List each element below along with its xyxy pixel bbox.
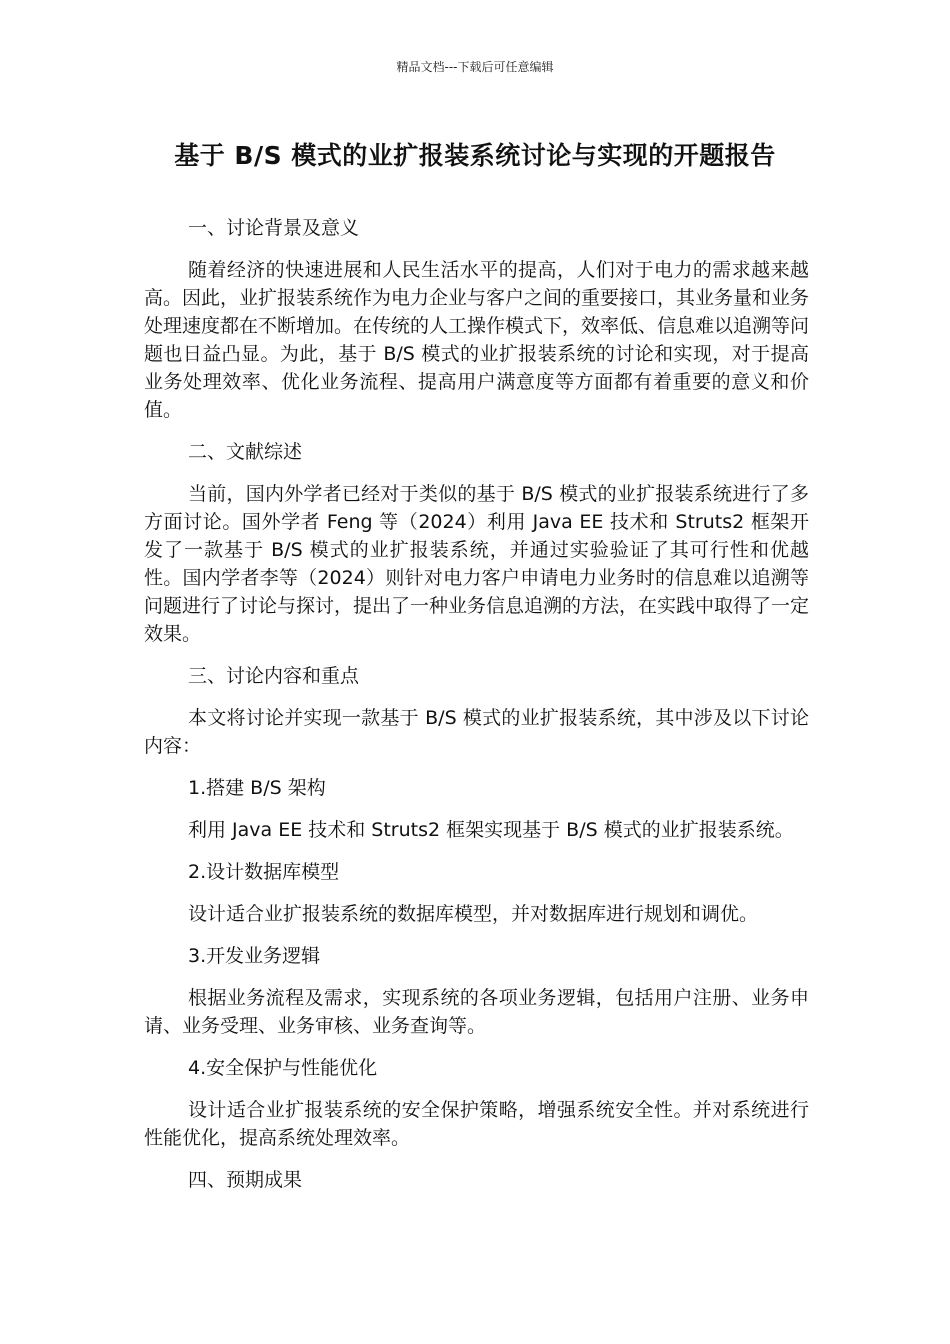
paragraph-security: 设计适合业扩报装系统的安全保护策略，增强系统安全性。并对系统进行性能优化，提高系统处理效率。 [144, 1099, 809, 1149]
paragraph-content-intro: 本文将讨论并实现一款基于 B/S 模式的业扩报装系统，其中涉及以下讨论内容： [144, 707, 809, 757]
document-body [144, 214, 809, 1208]
subheading-architecture: 1.搭建 B/S 架构 [188, 777, 326, 799]
document-title: 基于 B/S 模式的业扩报装系统讨论与实现的开题报告 [174, 141, 776, 170]
paragraph-architecture: 利用 Java EE 技术和 Struts2 框架实现基于 B/S 模式的业扩报装系统。 [188, 819, 794, 841]
subheading-database: 2.设计数据库模型 [188, 861, 340, 883]
section-heading-background: 一、讨论背景及意义 [188, 217, 360, 239]
subheading-business-logic: 3.开发业务逻辑 [188, 945, 321, 967]
header-note: 精品文档---下载后可任意编辑 [396, 60, 554, 74]
paragraph-literature: 当前，国内外学者已经对于类似的基于 B/S 模式的业扩报装系统进行了多方面讨论。国外学者 Feng 等（2024）利用 Java EE 技术和 Struts2 框架开发了一款基于 B/S 模式的业扩报装系统，并通过实验验证了其可行性和优越性。国内学者李等（2024）则针对电力客户申请电力业务时的信息难以追溯等问题进行了讨论与探讨，提出了一种业务信息追溯的方法，在实践中取得了一定效果。 [144, 483, 810, 645]
section-heading-content: 三、讨论内容和重点 [188, 665, 360, 687]
subheading-security: 4.安全保护与性能优化 [188, 1057, 378, 1079]
paragraph-business-logic: 根据业务流程及需求，实现系统的各项业务逻辑，包括用户注册、业务申请、业务受理、业务审核、业务查询等。 [144, 987, 809, 1037]
section-heading-literature: 二、文献综述 [188, 441, 303, 463]
paragraph-background: 随着经济的快速进展和人民生活水平的提高，人们对于电力的需求越来越高。因此，业扩报装系统作为电力企业与客户之间的重要接口，其业务量和业务处理速度都在不断增加。在传统的人工操作模式下，效率低、信息难以追溯等问题也日益凸显。为此，基于 B/S 模式的业扩报装系统的讨论和实现，对于提高业务处理效率、优化业务流程、提高用户满意度等方面都有着重要的意义和价值。 [144, 259, 810, 421]
section-heading-expected-results: 四、预期成果 [188, 1169, 303, 1191]
paragraph-database: 设计适合业扩报装系统的数据库模型，并对数据库进行规划和调优。 [188, 903, 759, 925]
